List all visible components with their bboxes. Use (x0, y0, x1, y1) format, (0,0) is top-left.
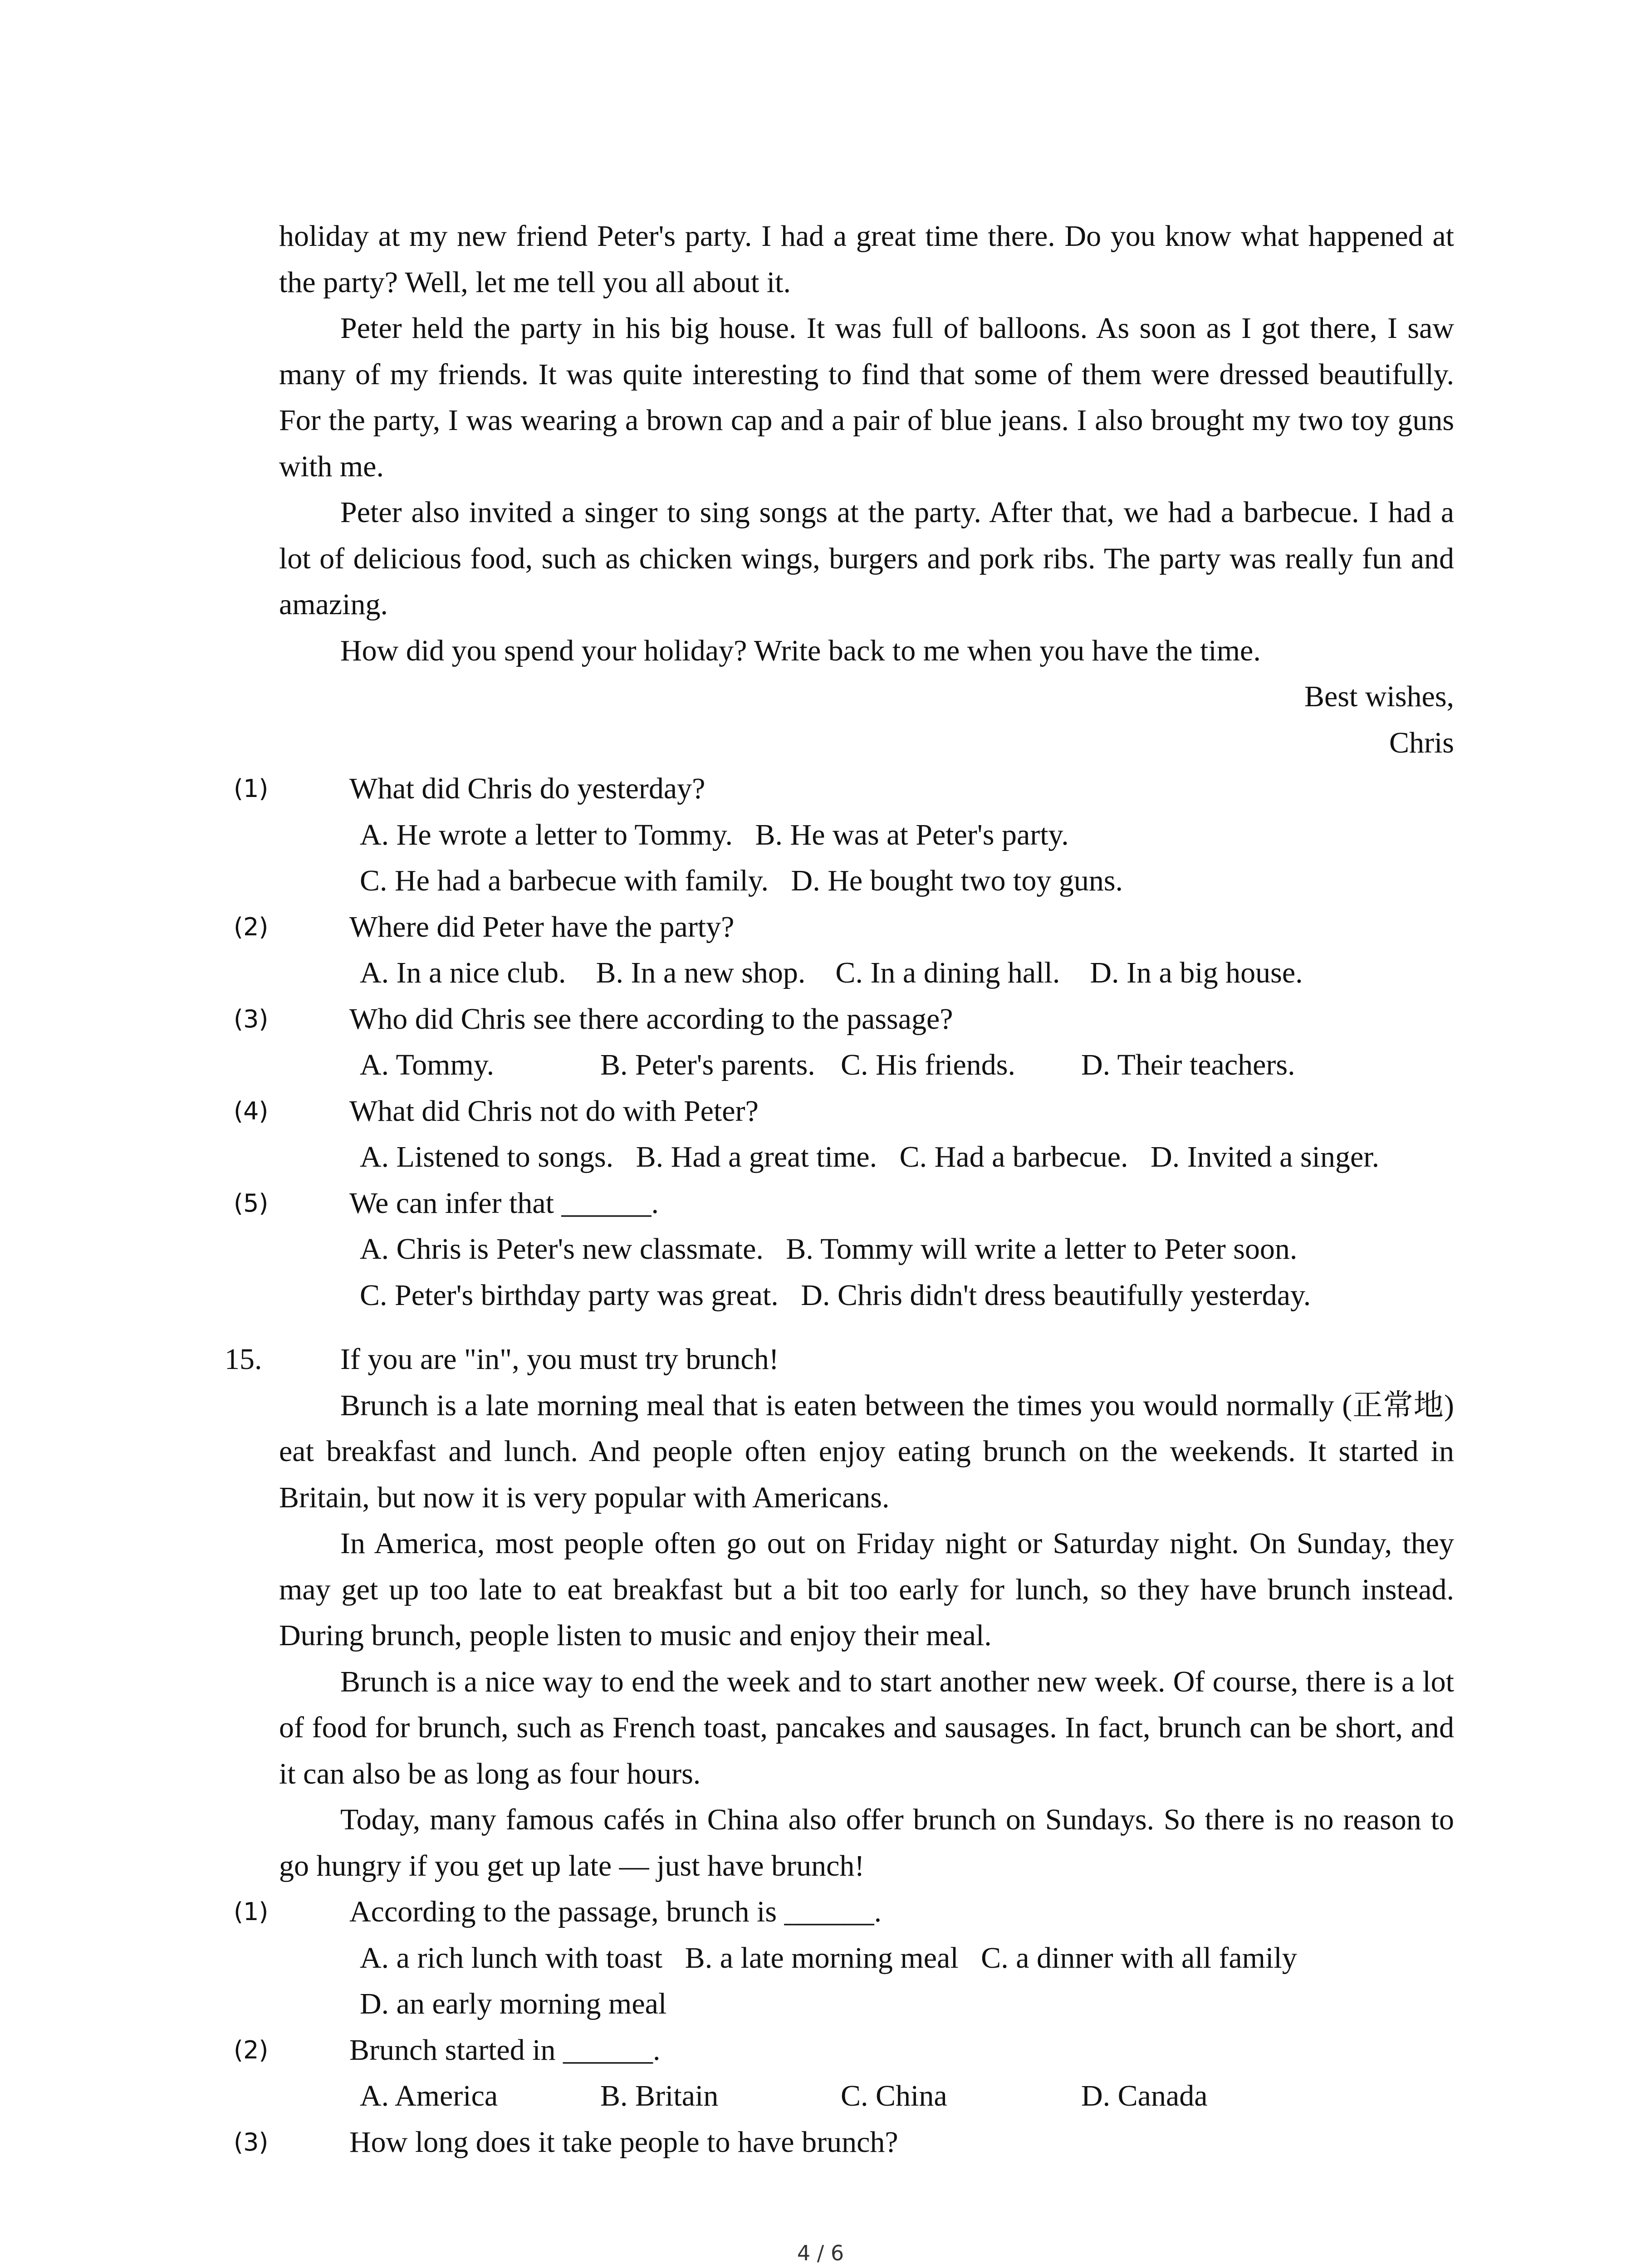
option: C. His friends. (841, 1048, 1015, 1081)
item-number: 15. (225, 1343, 262, 1376)
letter-signature: Chris (1389, 726, 1454, 759)
option: C. China (841, 2079, 947, 2112)
passage-14 (234, 213, 1454, 1318)
question-text: What did Chris not do with Peter? (349, 1094, 759, 1128)
question-number: (2) (234, 912, 269, 941)
question-number: (3) (234, 2127, 269, 2156)
page-number: 4 / 6 (797, 2241, 844, 2265)
passage-paragraph: How did you spend your holiday? Write back to me when you have the time. (340, 634, 1261, 667)
question-text: Who did Chris see there according to the passage? (349, 1002, 953, 1036)
question-number: (4) (234, 1096, 269, 1125)
option: A. Tommy. (360, 1048, 495, 1081)
question (234, 1180, 1454, 1319)
option: D. Canada (1081, 2079, 1208, 2112)
options-grid (360, 1042, 1454, 1088)
passage-paragraph: Peter held the party in his big house. It was full of balloons. As soon as I got there, I saw many of my friends. It was quite interesting to find that some of them were dressed beautifully. For the party, I was wearing a brown cap and a pair of blue jeans. I also brought my two toy guns with me. (279, 312, 1454, 483)
question (234, 766, 1454, 904)
passage-paragraph: In America, most people often go out on Friday night or Saturday night. On Sunday, they may get up too late to eat breakfast but a bit too early for lunch, so they have brunch instead. During brunch, people listen to music and enjoy their meal. (279, 1527, 1454, 1652)
question-text: What did Chris do yesterday? (349, 772, 705, 805)
option-line: A. Chris is Peter's new classmate. B. Tommy will write a letter to Peter soon. (360, 1232, 1298, 1266)
passage-paragraph: Brunch is a nice way to end the week and to start another new week. Of course, there is a lot of food for brunch, such as French toast, pancakes and sausages. In fact, brunch can be short, and it can also be as long as four hours. (279, 1665, 1454, 1790)
question (234, 1088, 1454, 1180)
question-number: (1) (234, 774, 269, 803)
question (234, 2119, 1454, 2165)
option: A. America (360, 2079, 498, 2112)
question-text: According to the passage, brunch is ______. (349, 1895, 882, 1928)
question-number: (2) (234, 2035, 269, 2064)
option-line: A. He wrote a letter to Tommy. B. He was at Peter's party. (360, 818, 1069, 851)
option-line: A. a rich lunch with toast B. a late morning meal C. a dinner with all family (360, 1941, 1297, 1975)
passage-paragraph: Today, many famous cafés in China also offer brunch on Sundays. So there is no reason to go hungry if you get up late — just have brunch! (279, 1803, 1454, 1882)
question (234, 996, 1454, 1088)
option-line: D. an early morning meal (360, 1987, 667, 2020)
question-number: (5) (234, 1188, 269, 1217)
passage-paragraph: Peter also invited a singer to sing songs at the party. After that, we had a barbecue. I had a lot of delicious food, such as chicken wings, burgers and pork ribs. The party was really fun and amazing. (279, 496, 1454, 621)
option: D. Their teachers. (1081, 1048, 1295, 1081)
option-line: C. He had a barbecue with family. D. He bought two toy guns. (360, 864, 1123, 897)
question-text: Where did Peter have the party? (349, 910, 735, 943)
passage-paragraph: holiday at my new friend Peter's party. I had a great time there. Do you know what happened at the party? Well, let me tell you all about it. (279, 220, 1454, 299)
option-line: A. Listened to songs. B. Had a great time. C. Had a barbecue. D. Invited a singer. (360, 1140, 1380, 1173)
passage-15 (225, 1336, 1454, 2165)
options-grid (360, 2073, 1454, 2119)
question-text: Brunch started in ______. (349, 2033, 661, 2067)
option: B. Peter's parents. (600, 1048, 815, 1081)
passage-paragraph: Brunch is a late morning meal that is eaten between the times you would normally (正常地) eat breakfast and lunch. And people often enjoy eating brunch on the weekends. It started in Britain, but now it is very popular with Americans. (279, 1388, 1454, 1514)
option-line: C. Peter's birthday party was great. D. Chris didn't dress beautifully yesterday. (360, 1278, 1311, 1312)
question-text: We can infer that ______. (349, 1186, 659, 1220)
question (234, 2027, 1454, 2119)
letter-closing: Best wishes, (1304, 680, 1454, 713)
page-content (225, 213, 1454, 2165)
option-line: A. In a nice club. B. In a new shop. C. In a dining hall. D. In a big house. (360, 956, 1303, 989)
question (234, 1889, 1454, 2027)
question-number: (1) (234, 1897, 269, 1926)
option: B. Britain (600, 2079, 719, 2112)
question-number: (3) (234, 1004, 269, 1033)
question-text: How long does it take people to have brunch? (349, 2125, 898, 2159)
question (234, 904, 1454, 996)
passage-title: If you are "in", you must try brunch! (340, 1343, 779, 1376)
